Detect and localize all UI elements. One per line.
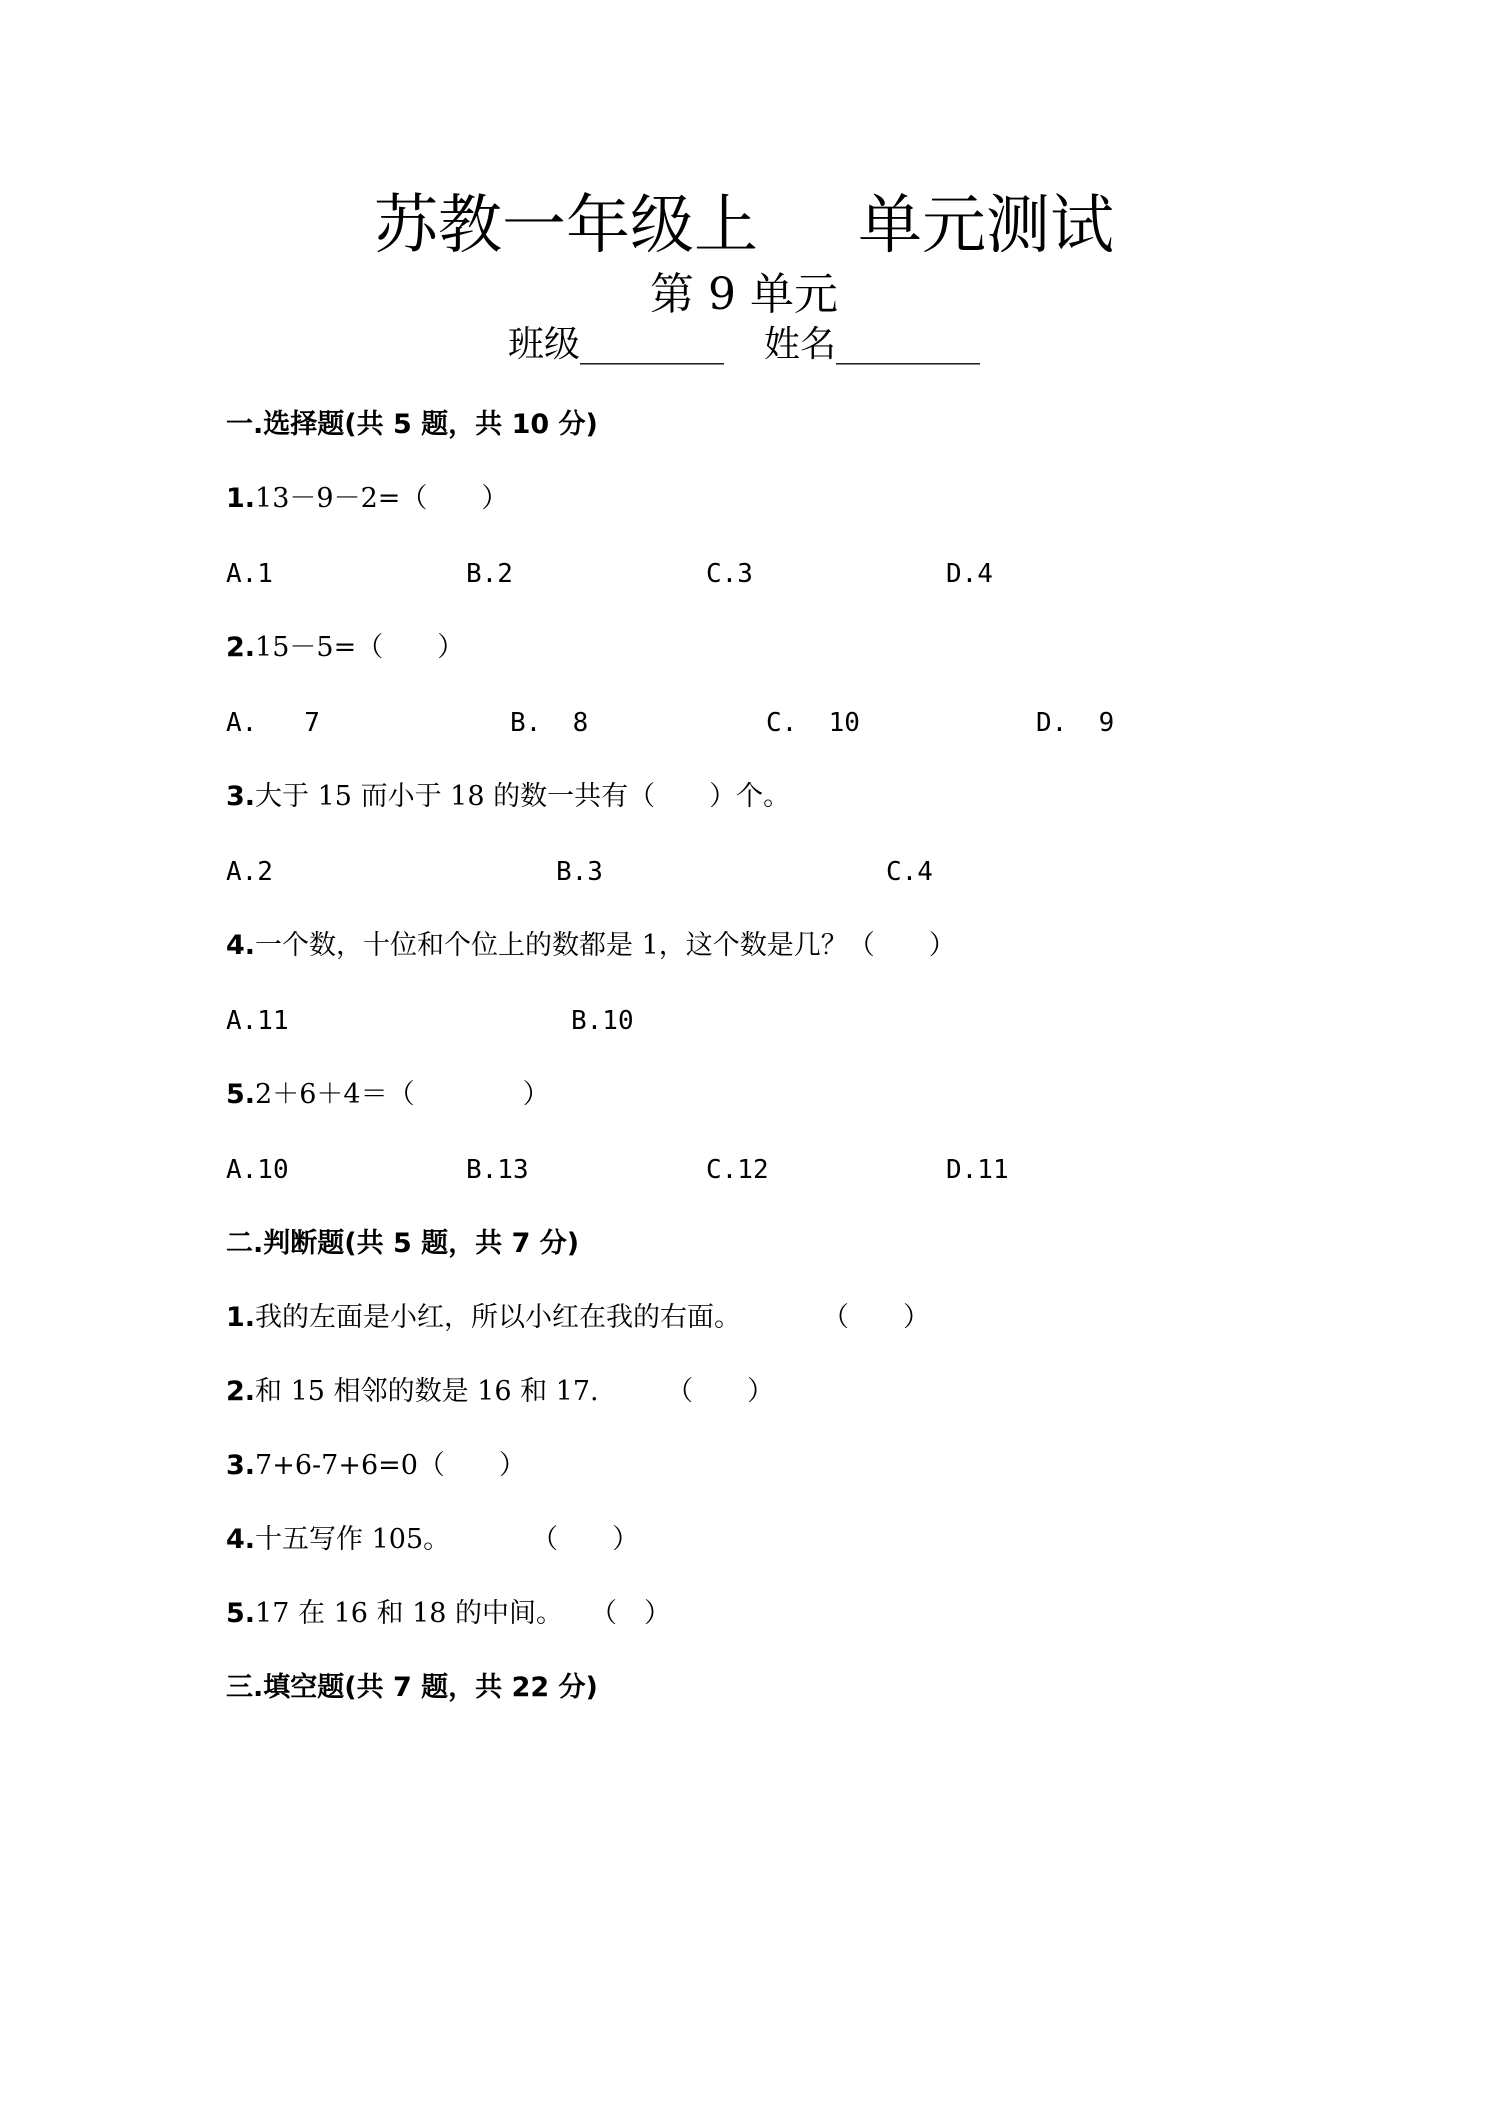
question-text: 十五写作 105。 （ ） — [255, 1524, 640, 1555]
question-text: 和 15 相邻的数是 16 和 17. （ ） — [255, 1376, 775, 1407]
question-number: 5. — [226, 1079, 256, 1110]
option-c: C.12 — [706, 1155, 769, 1185]
choice-question-2 — [226, 629, 464, 667]
title-left: 苏教一年级上 — [374, 189, 758, 263]
choice-question-3 — [226, 778, 790, 816]
option-b: B.3 — [556, 857, 603, 887]
option-c: C.4 — [886, 857, 933, 887]
student-info — [0, 322, 1488, 368]
judgment-question-2 — [226, 1373, 774, 1411]
section-heading-fill-blank: 三.填空题(共 7 题，共 22 分) — [226, 1672, 598, 1703]
section-heading-judgment: 二.判断题(共 5 题，共 7 分) — [226, 1228, 580, 1259]
page-title — [0, 188, 1488, 264]
option-a: A.11 — [226, 1006, 289, 1036]
question-text: 17 在 16 和 18 的中间。 （ ） — [255, 1598, 672, 1629]
option-d: D.4 — [946, 559, 993, 589]
option-b: B. 8 — [510, 708, 589, 738]
question-number: 4. — [226, 1524, 256, 1555]
option-c: C. 10 — [766, 708, 860, 738]
name-field: 姓名________ — [764, 324, 981, 365]
judgment-question-3 — [226, 1447, 526, 1485]
option-b: B.2 — [466, 559, 513, 589]
question-number: 4. — [226, 930, 256, 961]
question-text: 15－5=（ ） — [255, 632, 465, 663]
question-number: 1. — [226, 1302, 256, 1333]
option-b: B.10 — [571, 1006, 634, 1036]
question-text: 一个数，十位和个位上的数都是 1，这个数是几？（ ） — [255, 930, 956, 961]
title-right: 单元测试 — [858, 189, 1114, 263]
section-heading-choice: 一.选择题(共 5 题，共 10 分) — [226, 409, 598, 440]
option-d: D.11 — [946, 1155, 1009, 1185]
judgment-question-4 — [226, 1521, 639, 1559]
question-number: 5. — [226, 1598, 256, 1629]
choice-question-1 — [226, 480, 508, 518]
question-number: 3. — [226, 781, 256, 812]
judgment-question-5 — [226, 1595, 671, 1633]
question-number: 3. — [226, 1450, 256, 1481]
choice-question-5 — [226, 1076, 550, 1114]
option-c: C.3 — [706, 559, 753, 589]
option-a: A.10 — [226, 1155, 289, 1185]
question-text: 13－9－2=（ ） — [255, 483, 509, 514]
question-text: 2＋6＋4＝（ ） — [255, 1079, 550, 1110]
question-number: 2. — [226, 632, 256, 663]
choice-question-4 — [226, 927, 956, 965]
question-number: 1. — [226, 483, 256, 514]
judgment-question-1 — [226, 1299, 930, 1337]
class-field: 班级________ — [507, 324, 724, 365]
question-number: 2. — [226, 1376, 256, 1407]
question-text: 我的左面是小红，所以小红在我的右面。 （ ） — [255, 1302, 931, 1333]
option-a: A.1 — [226, 559, 273, 589]
unit-subtitle: 第 9 单元 — [650, 269, 838, 320]
option-d: D. 9 — [1036, 708, 1115, 738]
option-a: A. 7 — [226, 708, 320, 738]
option-a: A.2 — [226, 857, 273, 887]
question-text: 大于 15 而小于 18 的数一共有（ ）个。 — [255, 781, 791, 812]
question-text: 7+6-7+6=0（ ） — [255, 1450, 526, 1481]
option-b: B.13 — [466, 1155, 529, 1185]
